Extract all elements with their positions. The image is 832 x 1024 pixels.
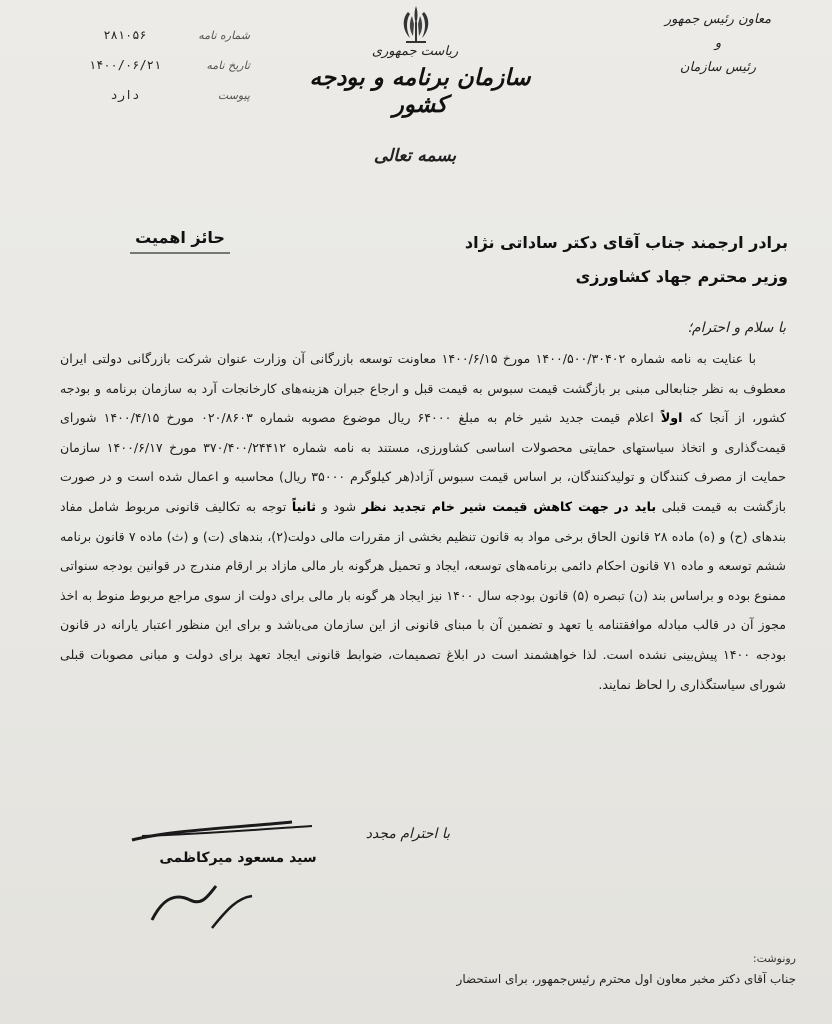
- meta-value: دارد: [110, 88, 140, 102]
- meta-label: تاریخ نامه: [206, 58, 250, 72]
- addressee-title: وزیر محترم جهاد کشاورزی: [575, 267, 788, 286]
- addressee-name: برادر ارجمند جناب آقای دکتر ساداتی نژاد: [464, 233, 788, 252]
- body-text: شود و: [321, 498, 357, 514]
- body-paragraph: [60, 344, 786, 699]
- body-text: اعلام قیمت جدید شیر خام به مبلغ ۶۴۰۰۰ ریال موضوع مصوبه شماره ۰۲۰/۸۶۰۳ مورخ ۱۴۰۰/۴/۱۵ شورای قیمت‌گذاری و اتخاذ سیاستهای حمایتی محصولات اساسی کشاورزی، مستند به نامه شماره ۳۷۰/۴۰۰/۲۴۴۱۲ مورخ ۱۴۰۰/۶/۱۷ سازمان حمایت از مصرف کنندگان و تولیدکنندگان، بر اساس قیمت سبوس آزاد(هر کیلوگرم ۳۵۰۰۰ ریال) محاسبه و اعمال شده است و در صورت بازگشت به قیمت قبلی: [60, 410, 786, 514]
- meta-row-number: [60, 20, 250, 50]
- official-title-line: و: [714, 36, 722, 51]
- basmala: بسمه تعالی: [373, 146, 457, 166]
- body-emphasis: ثانیاً: [291, 498, 316, 514]
- body-text: با عنایت به نامه شماره ۱۴۰۰/۵۰۰/۳۰۴۰۲ مورخ ۱۴۰۰/۶/۱۵ معاونت توسعه بازرگانی آن وزارت عنوان شرکت بازرگانی دولتی ایران معطوف به نظر جنابعالی مبنی بر بازگشت قیمت سبوس به قیمت قبل و ارجاع جبران هزینه‌های کارخانجات آرد به سازمان برنامه و بودجه کشور، از آنجا که: [60, 351, 786, 426]
- body-emphasis: باید در جهت کاهش قیمت شیر خام تجدید نظر: [361, 498, 657, 514]
- addressee-block: [368, 226, 788, 294]
- letter-meta: [60, 20, 250, 110]
- signer-name: سید مسعود میرکاظمی: [159, 850, 317, 866]
- official-title-block: [648, 8, 788, 80]
- official-title-line: معاون رئیس جمهور: [664, 12, 772, 27]
- organization-name: سازمان برنامه و بودجه کشور: [309, 64, 531, 118]
- meta-row-date: [60, 50, 250, 80]
- handwritten-signature-icon: [112, 800, 362, 940]
- greeting: با سلام و احترام؛: [687, 320, 786, 336]
- cc-title: رونوشت:: [752, 952, 796, 965]
- meta-row-attachment: [60, 80, 250, 110]
- body-emphasis: اولاً: [660, 410, 683, 426]
- cc-recipient: جناب آقای دکتر مخبر معاون اول محترم رئیس‌جمهور، برای استحضار: [456, 972, 796, 986]
- importance-badge: حائز اهمیت: [135, 228, 225, 247]
- importance-underline: [130, 252, 230, 254]
- meta-value: ۲۸۱۰۵۶: [103, 28, 147, 42]
- meta-value: ۱۴۰۰/۰۶/۲۱: [88, 58, 162, 72]
- letter-body: [60, 344, 786, 699]
- body-text: توجه به تکالیف قانونی مربوط شامل مفاد بندهای (ح) و (ه) ماده ۲۸ قانون الحاق برخی مواد به قانون تنظیم بخشی از مقررات مالی دولت(۲)، بندهای (ت) و (ث) ماده ۷ قانون برنامه ششم توسعه و ماده ۷۱ قانون احکام دائمی برنامه‌های توسعه، ایجاد و تحمیل هرگونه بار مالی مازاد بر ارقام مندرج در قوانین بودجه سنواتی ممنوع بوده و براساس بند (ن) تبصره (۵) قانون بودجه سال ۱۴۰۰ نیز ایجاد هر گونه بار مالی برای دولت از سوی مراجع مربوط منوط به اخذ مجوز آن در قالب مبادله موافقتنامه یا تعهد و تضمین آن با مبنای قانونی از این سازمان می‌باشد و برای این منظور اعتبار یارانه در قانون بودجه ۱۴۰۰ پیش‌بینی نشده است. لذا خواهشمند است در ابلاغ تصمیمات، ضوابط قانونی ایجاد تعهد برای دولت و مبانی مصوبات قبلی شورای سیاستگذاری را لحاظ نمایند.: [60, 498, 787, 692]
- official-title-line: رئیس سازمان: [679, 60, 757, 75]
- presidency-label: ریاست جمهوری: [371, 44, 459, 59]
- meta-label: پیوست: [217, 88, 250, 102]
- meta-label: شماره نامه: [198, 28, 250, 42]
- closing-phrase: با احترام مجدد: [365, 826, 450, 842]
- iran-emblem-icon: [398, 4, 434, 46]
